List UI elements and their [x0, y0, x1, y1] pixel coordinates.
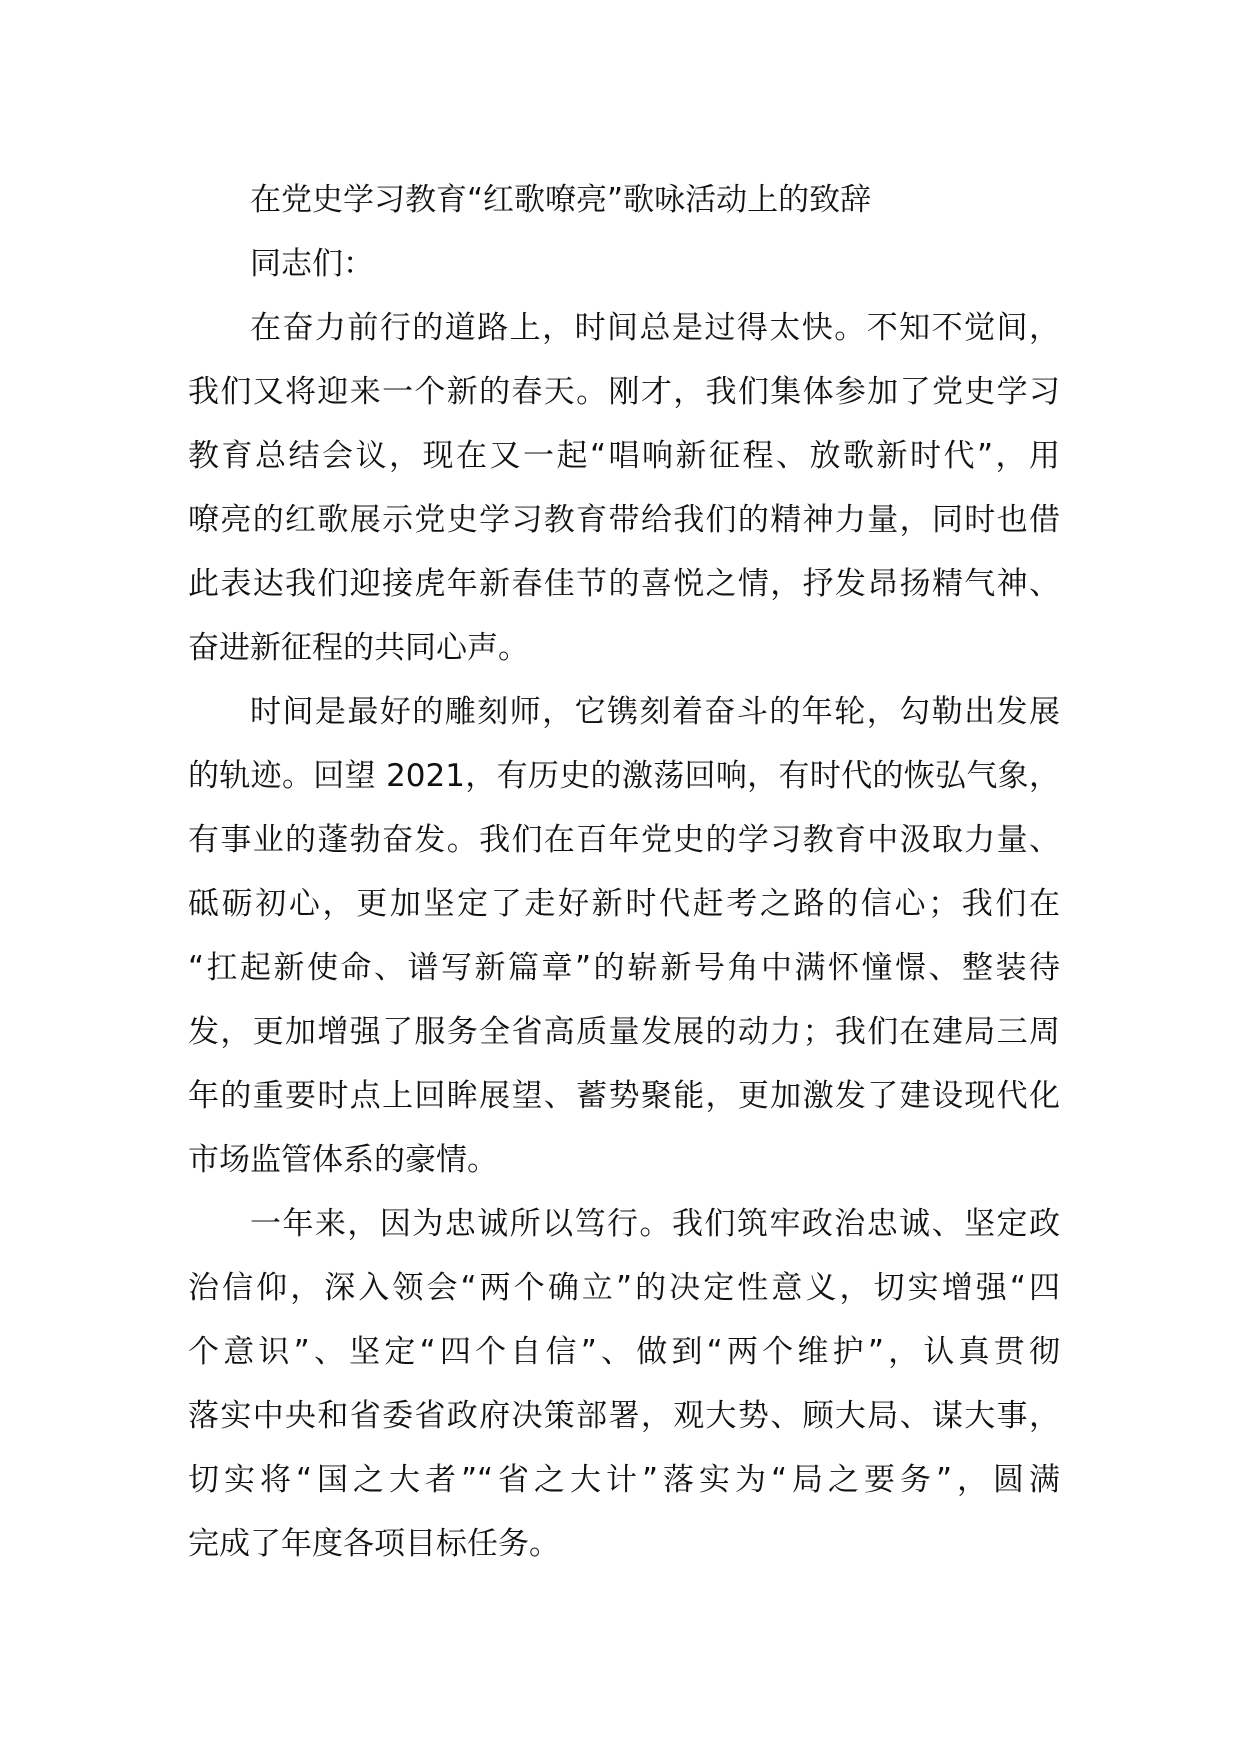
- salutation: 同志们：: [250, 246, 374, 282]
- paragraph-line: 市场监管体系的豪情。: [188, 1142, 498, 1178]
- paragraph-line: 年的重要时点上回眸展望、蓄势聚能，更加激发了建设现代化: [188, 1078, 1060, 1114]
- paragraph-line: 在奋力前行的道路上，时间总是过得太快。不知不觉间，: [250, 310, 1060, 346]
- paragraph-line: 砥砺初心，更加坚定了走好新时代赶考之路的信心；我们在: [188, 886, 1060, 922]
- paragraph-line: “扛起新使命、谱写新篇章”的崭新号角中满怀憧憬、整装待: [188, 950, 1060, 986]
- paragraph-line: 一年来，因为忠诚所以笃行。我们筑牢政治忠诚、坚定政: [250, 1206, 1060, 1242]
- paragraph-line: 教育总结会议，现在又一起“唱响新征程、放歌新时代”，用: [188, 438, 1060, 474]
- paragraph-line: 此表达我们迎接虎年新春佳节的喜悦之情，抒发昂扬精气神、: [188, 566, 1060, 602]
- paragraph-line: 奋进新征程的共同心声。: [188, 630, 529, 666]
- paragraph-1: [188, 296, 1060, 680]
- paragraph-line: 完成了年度各项目标任务。: [188, 1526, 560, 1562]
- paragraph-3: [188, 1192, 1060, 1576]
- paragraph-2: [188, 680, 1060, 1192]
- paragraph-line: 嘹亮的红歌展示党史学习教育带给我们的精神力量，同时也借: [188, 502, 1060, 538]
- paragraph-line: 个意识”、坚定“四个自信”、做到“两个维护”，认真贯彻: [188, 1334, 1060, 1370]
- document-page: [188, 168, 1060, 1576]
- document-title: 在党史学习教育“红歌嘹亮”歌咏活动上的致辞: [250, 182, 872, 218]
- paragraph-line: 落实中央和省委省政府决策部署，观大势、顾大局、谋大事，: [188, 1398, 1060, 1434]
- paragraph-line: 时间是最好的雕刻师，它镌刻着奋斗的年轮，勾勒出发展: [250, 694, 1060, 730]
- paragraph-line: 有事业的蓬勃奋发。我们在百年党史的学习教育中汲取力量、: [188, 822, 1060, 858]
- paragraph-line: 的轨迹。回望 2021，有历史的激荡回响，有时代的恢弘气象，: [188, 758, 1060, 794]
- paragraph-line: 我们又将迎来一个新的春天。刚才，我们集体参加了党史学习: [188, 374, 1060, 410]
- paragraph-line: 发，更加增强了服务全省高质量发展的动力；我们在建局三周: [188, 1014, 1060, 1050]
- paragraph-line: 治信仰，深入领会“两个确立”的决定性意义，切实增强“四: [188, 1270, 1060, 1306]
- paragraph-line: 切实将“国之大者”“省之大计”落实为“局之要务”，圆满: [188, 1462, 1060, 1498]
